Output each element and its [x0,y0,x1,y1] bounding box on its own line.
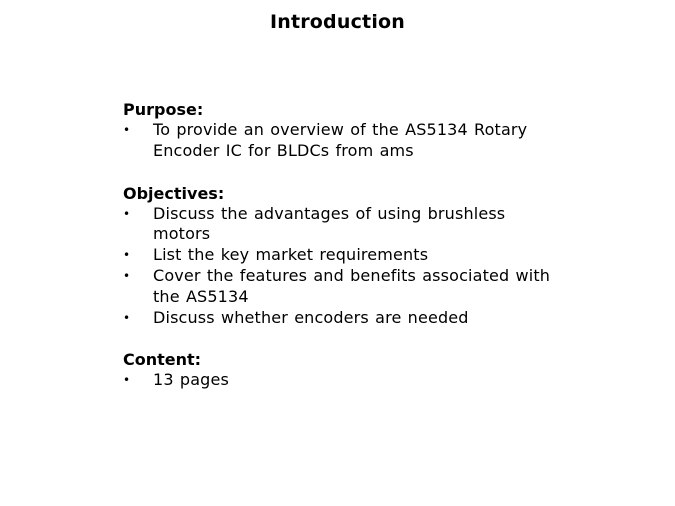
bullet-icon: • [123,373,131,388]
list-item [123,266,563,308]
section-heading: Objectives: [123,183,225,203]
bullet-icon: • [123,206,131,221]
section-content [123,349,563,391]
list-item-text: To provide an overview of the AS5134 Rotary Encoder IC for BLDCs from ams [153,120,528,160]
bullet-icon: • [123,310,131,325]
list-item-text: 13 pages [153,370,229,390]
section-objectives [123,183,563,329]
list-item-text: Discuss whether encoders are needed [153,307,469,327]
list-item [123,120,563,162]
list-item-text: Cover the features and benefits associated with the AS5134 [153,265,551,306]
bullet-list [123,370,563,391]
bullet-icon: • [123,248,131,263]
list-item-text: Discuss the advantages of using brushless motors [153,203,506,244]
bullet-icon: • [123,123,131,137]
bullet-icon: • [123,268,131,283]
section-purpose [123,99,563,162]
list-item-text: List the key market requirements [153,245,429,265]
list-item [123,370,563,391]
bullet-list [123,204,563,329]
slide-title: Introduction [269,11,406,33]
slide-body [123,99,563,412]
list-item [123,308,563,329]
section-heading: Content: [123,350,202,370]
bullet-list [123,120,563,162]
list-item [123,245,563,266]
section-heading: Purpose: [123,100,204,119]
list-item [123,204,563,246]
